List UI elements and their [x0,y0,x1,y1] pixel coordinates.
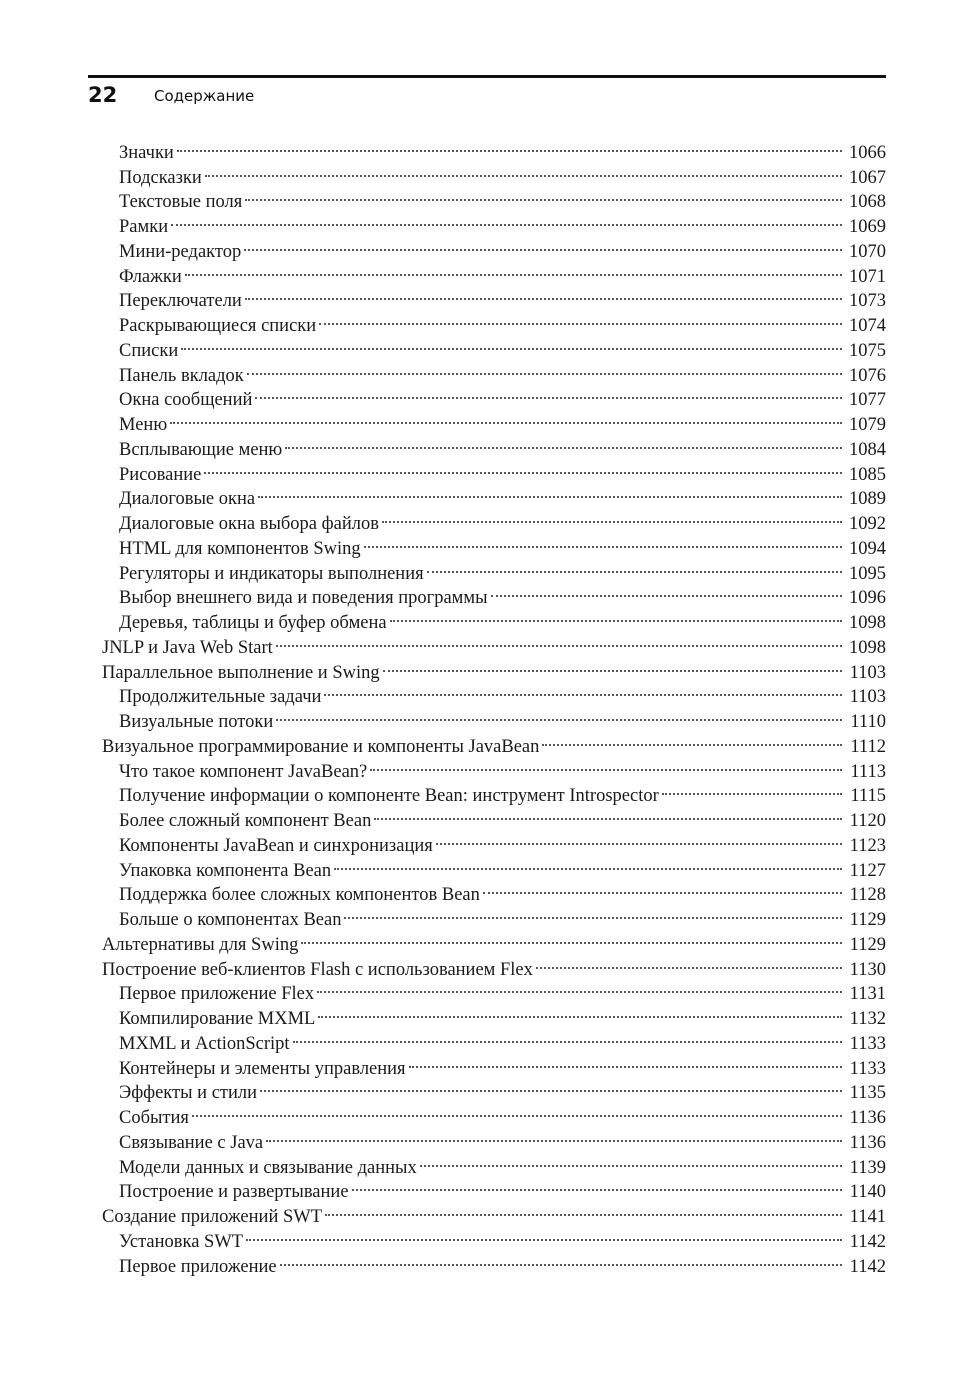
dot-leader [344,900,842,925]
toc-entry-title: Диалоговые окна выбора файлов [119,514,379,534]
dot-leader [285,430,842,455]
toc-entry-page: 1113 [850,761,886,782]
dot-leader [260,1074,842,1099]
toc-entry-page: 1139 [849,1157,886,1178]
toc-entry-title: Компоненты JavaBean и синхронизация [119,835,433,856]
toc-entry-page: 1128 [849,885,886,906]
toc-entry-title: Эффекты и стили [119,1083,258,1104]
toc-entry-page: 1068 [849,192,886,213]
toc-entry[interactable] [102,405,886,435]
toc-entry-page: 1076 [849,365,886,386]
toc-entry-title: Меню [119,415,168,435]
toc-entry-page: 1103 [849,687,886,708]
toc-entry-page: 1092 [849,514,886,534]
toc-entry-title: Больше о компонентах Bean [119,910,342,930]
toc-entry-page: 1136 [849,1132,886,1153]
dot-leader [255,381,842,406]
dot-leader [536,950,842,975]
toc-entry[interactable] [102,133,886,163]
toc-entry-title: Выбор внешнего вида и поведения программы [119,588,488,609]
dot-leader [374,801,842,826]
dot-leader [192,1098,842,1123]
toc-entry-title: Создание приложений SWT [102,1207,323,1227]
dot-leader [383,653,842,678]
toc-entry-title: Установка SWT [119,1231,244,1252]
toc-entry-page: 1089 [849,489,886,510]
toc-entry-page: 1135 [849,1083,886,1104]
toc-entry-page: 1141 [849,1207,886,1227]
toc-entry[interactable] [102,1098,886,1128]
dot-leader [318,999,842,1024]
toc-entry-title: HTML для компонентов Swing [119,538,361,559]
toc-entry-page: 1075 [849,340,886,361]
toc-entry-page: 1123 [849,835,886,856]
toc-entry-page: 1074 [849,316,886,336]
toc-entry-page: 1096 [849,588,886,609]
toc-entry-page: 1071 [849,266,886,287]
dot-leader [662,777,842,802]
toc-entry-title: Списки [119,340,179,361]
toc-entry-title: Связывание с Java [119,1132,264,1153]
dot-leader [542,727,842,752]
dot-leader [324,678,842,703]
toc-entry-page: 1129 [849,910,886,930]
dot-leader [436,826,842,851]
toc-entry-title: Построение веб-клиентов Flash с использованием Flex [102,959,533,980]
toc-entry-page: 1073 [849,291,886,312]
dot-leader [205,158,842,183]
header-rule [88,75,886,78]
dot-leader [266,1123,842,1148]
table-of-contents [102,133,886,1277]
dot-leader [181,331,842,356]
toc-entry-title: Упаковка компонента Bean [119,860,332,881]
toc-entry-title: Поддержка более сложных компонентов Bean [119,885,480,906]
toc-entry-page: 1133 [849,1058,886,1079]
toc-entry-page: 1133 [849,1033,886,1054]
toc-entry-title: Раскрывающиеся списки [119,316,317,336]
dot-leader [317,975,842,1000]
dot-leader [301,925,842,950]
dot-leader [177,133,842,158]
toc-entry-page: 1140 [849,1182,886,1203]
toc-entry-title: Параллельное выполнение и Swing [102,662,380,683]
toc-entry-page: 1115 [850,786,886,807]
dot-leader [244,232,842,257]
toc-entry-page: 1131 [849,984,886,1005]
toc-entry-title: Построение и развертывание [119,1182,349,1203]
dot-leader [247,356,842,381]
toc-entry-title: Окна сообщений [119,390,253,411]
toc-entry-title: Что такое компонент JavaBean? [119,761,368,782]
toc-entry-title: MXML и ActionScript [119,1033,290,1054]
dot-leader [245,183,842,208]
toc-entry-page: 1069 [849,217,886,237]
toc-entry[interactable] [102,430,886,460]
toc-entry-title: Визуальные потоки [119,712,274,732]
toc-entry-page: 1112 [850,736,886,757]
toc-entry[interactable] [102,1123,886,1153]
dot-leader [258,480,842,505]
toc-entry-title: Альтернативы для Swing [102,934,299,955]
toc-entry-page: 1098 [849,613,886,633]
toc-entry-page: 1110 [850,712,886,732]
toc-entry-page: 1130 [849,959,886,980]
toc-entry[interactable] [102,480,886,510]
toc-entry-title: События [119,1108,189,1128]
toc-entry-page: 1066 [849,142,886,163]
dot-leader [319,306,842,331]
toc-entry-title: Получение информации о компоненте Bean: инструмент Introspector [119,786,659,807]
toc-entry[interactable] [102,158,886,188]
dot-leader [276,702,842,727]
dot-leader [352,1173,842,1198]
toc-entry-page: 1070 [849,241,886,262]
toc-entry-page: 1132 [849,1009,886,1029]
toc-entry-title: Текстовые поля [119,192,243,213]
toc-entry[interactable] [102,455,886,485]
dot-leader [370,752,842,777]
dot-leader [409,1049,842,1074]
toc-entry-title: Модели данных и связывание данных [119,1157,417,1178]
toc-entry-title: Рисование [119,464,202,485]
toc-entry[interactable] [102,282,886,312]
toc-entry-page: 1120 [849,811,886,831]
toc-entry[interactable] [102,331,886,361]
toc-entry-page: 1077 [849,390,886,411]
dot-leader [390,603,842,628]
toc-entry-title: Панель вкладок [119,365,244,386]
dot-leader [280,1247,842,1272]
dot-leader [204,455,842,480]
toc-entry-title: Переключатели [119,291,242,312]
toc-entry[interactable] [102,257,886,287]
dot-leader [171,207,842,232]
dot-leader [170,405,842,430]
dot-leader [245,282,842,307]
dot-leader [246,1222,842,1247]
toc-entry-page: 1103 [849,662,886,683]
toc-entry-title: Рамки [119,217,169,237]
toc-entry[interactable] [102,183,886,213]
dot-leader [382,504,842,529]
toc-entry-title: Продолжительные задачи [119,687,322,708]
toc-entry-page: 1142 [849,1256,886,1277]
toc-entry[interactable] [102,232,886,262]
dot-leader [427,554,842,579]
toc-entry-title: Подсказки [119,167,202,188]
toc-entry[interactable] [102,356,886,386]
toc-entry-title: Контейнеры и элементы управления [119,1058,406,1079]
dot-leader [491,579,842,604]
toc-entry-title: Мини-редактор [119,241,242,262]
toc-entry-title: Деревья, таблицы и буфер обмена [119,613,387,633]
toc-entry-title: Значки [119,142,174,163]
dot-leader [420,1148,842,1173]
toc-entry-page: 1079 [849,415,886,435]
page-number: 22 [88,83,118,107]
toc-entry-page: 1067 [849,167,886,188]
toc-entry-title: Первое приложение [119,1256,277,1277]
toc-entry-page: 1094 [849,538,886,559]
toc-entry-title: Визуальное программирование и компоненты JavaBean [102,736,540,757]
running-title: Содержание [154,87,255,105]
toc-entry-title: Всплывающие меню [119,439,283,460]
dot-leader [276,628,842,653]
toc-entry[interactable] [102,207,886,237]
toc-entry-page: 1098 [849,637,886,658]
dot-leader [483,876,842,901]
toc-entry-title: Диалоговые окна [119,489,256,510]
toc-entry-page: 1084 [849,439,886,460]
dot-leader [185,257,842,282]
dot-leader [293,1024,842,1049]
toc-entry-title: Более сложный компонент Bean [119,811,372,831]
toc-entry-title: Регуляторы и индикаторы выполнения [119,563,424,584]
toc-entry-title: Компилирование MXML [119,1009,316,1029]
dot-leader [334,851,842,876]
toc-entry-page: 1142 [849,1231,886,1252]
toc-entry-page: 1136 [849,1108,886,1128]
toc-entry-page: 1085 [849,464,886,485]
toc-entry-title: Флажки [119,266,182,287]
toc-entry-page: 1127 [849,860,886,881]
dot-leader [325,1197,842,1222]
toc-entry-page: 1095 [849,563,886,584]
toc-entry-page: 1129 [849,934,886,955]
dot-leader [364,529,842,554]
toc-entry-title: JNLP и Java Web Start [102,637,273,658]
toc-entry-title: Первое приложение Flex [119,984,315,1005]
